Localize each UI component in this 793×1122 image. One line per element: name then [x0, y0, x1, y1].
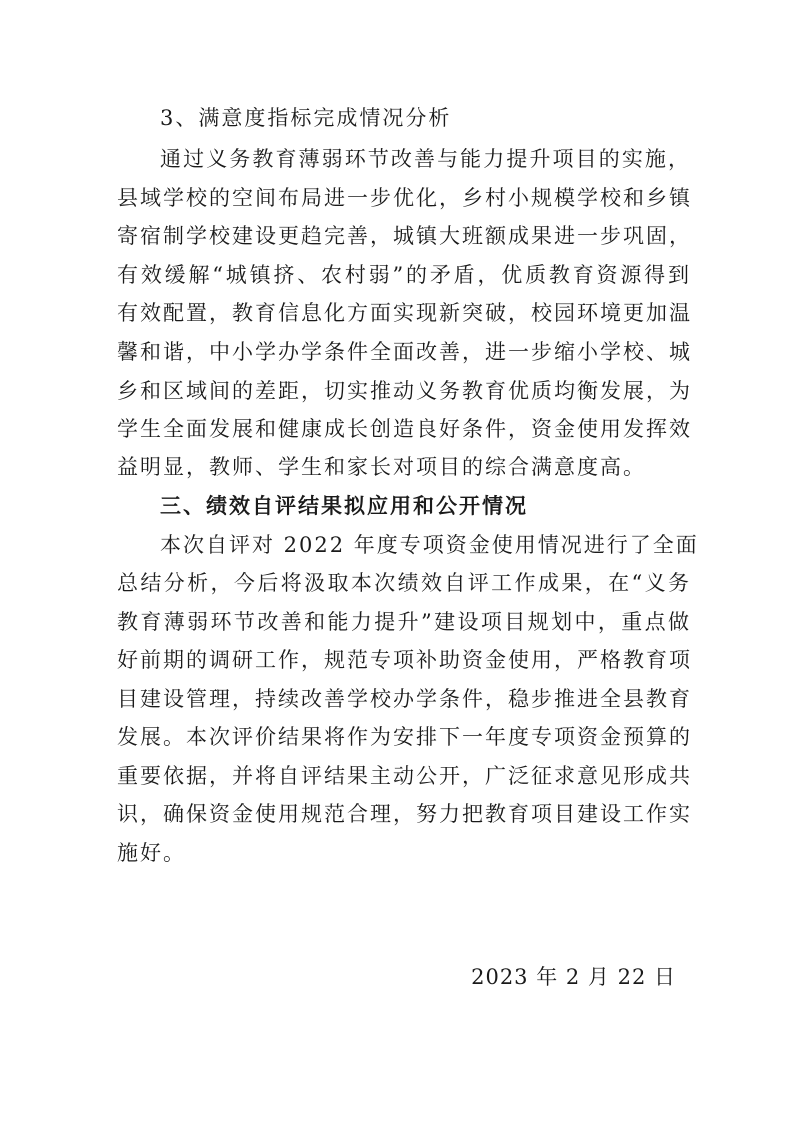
paragraph-line: 发展。本次评价结果将作为安排下一年度专项资金预算的 [117, 725, 692, 749]
paragraph-line: 有效配置，教育信息化方面实现新突破，校园环境更加温 [117, 301, 692, 325]
paragraph-line: 重要依据，并将自评结果主动公开，广泛征求意见形成共 [117, 764, 692, 788]
paragraph-line: 施好。 [117, 841, 186, 865]
paragraph-line: 识，确保资金使用规范合理，努力把教育项目建设工作实 [117, 802, 692, 826]
paragraph-line: 教育薄弱环节改善和能力提升”建设项目规划中，重点做 [117, 610, 691, 634]
paragraph-line: 目建设管理，持续改善学校办学条件，稳步推进全县教育 [117, 687, 692, 711]
paragraph-line: 好前期的调研工作，规范专项补助资金使用，严格教育项 [117, 648, 692, 672]
paragraph-line: 总结分析，今后将汲取本次绩效自评工作成果，在“义务 [117, 571, 691, 595]
paragraph-line: 有效缓解“城镇挤、农村弱”的矛盾，优质教育资源得到 [117, 263, 691, 287]
section-heading: 三、绩效自评结果拟应用和公开情况 [160, 494, 528, 518]
paragraph-line: 益明显，教师、学生和家长对项目的综合满意度高。 [117, 455, 646, 479]
document-date: 2023 年 2 月 22 日 [471, 965, 676, 989]
paragraph-line: 县域学校的空间布局进一步优化，乡村小规模学校和乡镇 [117, 186, 692, 210]
paragraph-line: 寄宿制学校建设更趋完善，城镇大班额成果进一步巩固， [117, 224, 692, 248]
paragraph-line: 本次自评对 2022 年度专项资金使用情况进行了全面 [160, 533, 699, 557]
paragraph-line: 学生全面发展和健康成长创造良好条件，资金使用发挥效 [117, 417, 692, 441]
paragraph-line: 乡和区域间的差距，切实推动义务教育优质均衡发展，为 [117, 379, 692, 403]
subsection-heading: 3、满意度指标完成情况分析 [160, 106, 452, 130]
paragraph-line: 馨和谐，中小学办学条件全面改善，进一步缩小学校、城 [117, 340, 692, 364]
paragraph-line: 通过义务教育薄弱环节改善与能力提升项目的实施， [160, 147, 691, 171]
